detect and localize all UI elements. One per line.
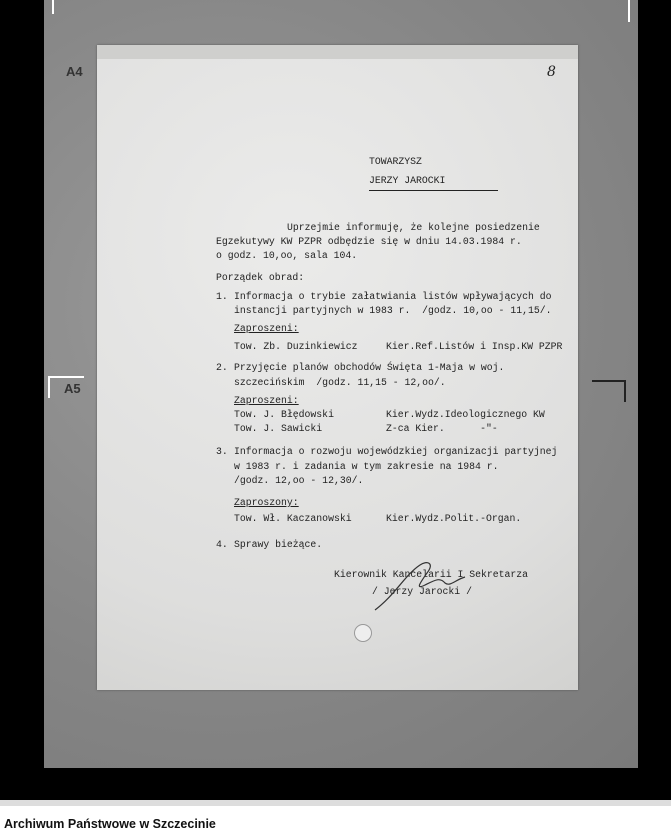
frame-mark	[592, 380, 626, 382]
intro-line: o godz. 10,oo, sala 104.	[216, 250, 358, 261]
footer	[0, 800, 671, 840]
item-number: 1.	[216, 291, 228, 302]
invited-label: Zaproszony:	[234, 497, 299, 508]
punch-hole	[354, 624, 372, 642]
frame-mark	[48, 376, 84, 378]
addressee-name: JERZY JAROCKI	[369, 175, 446, 186]
archive-name: Archiwum Państwowe w Szczecinie	[4, 817, 216, 831]
invited-name: Tow. J. Sawicki	[234, 423, 323, 434]
invited-role: Kier.Wydz.Ideologicznego KW	[386, 409, 545, 420]
invited-label: Zaproszeni:	[234, 323, 299, 334]
handwritten-signature	[365, 555, 485, 615]
item-line: Przyjęcie planów obchodów Święta 1-Maja w woj.	[234, 362, 505, 373]
signature-name: / Jerzy Jarocki /	[372, 586, 472, 597]
page-edge	[97, 45, 578, 59]
item-number: 2.	[216, 362, 228, 373]
frame-mark	[624, 380, 626, 402]
page-number: 8	[547, 64, 556, 80]
item-line: w 1983 r. i zadania w tym zakresie na 1984 r.	[234, 461, 499, 472]
a5-label: A5	[64, 381, 81, 396]
addressee-underline	[369, 190, 498, 191]
item-line: szczecińskim /godz. 11,15 - 12,oo/.	[234, 377, 446, 388]
a4-label: A4	[66, 64, 83, 79]
invited-label: Zaproszeni:	[234, 395, 299, 406]
frame-mark	[628, 0, 630, 22]
item-line: instancji partyjnych w 1983 r. /godz. 10,oo - 11,15/.	[234, 305, 552, 316]
invited-role: Kier.Wydz.Polit.-Organ.	[386, 513, 522, 524]
frame-mark	[48, 376, 50, 398]
agenda-heading: Porządek obrad:	[216, 272, 305, 283]
invited-name: Tow. Wł. Kaczanowski	[234, 513, 352, 524]
invited-name: Tow. Zb. Duzinkiewicz	[234, 341, 358, 352]
item-line: /godz. 12,oo - 12,30/.	[234, 475, 364, 486]
item-number: 3.	[216, 446, 228, 457]
intro-line: Egzekutywy KW PZPR odbędzie się w dniu 14.03.1984 r.	[216, 236, 522, 247]
intro-line: Uprzejmie informuję, że kolejne posiedzenie	[287, 222, 540, 233]
item-line: Informacja o rozwoju wojewódzkiej organizacji partyjnej	[234, 446, 558, 457]
item-line: Sprawy bieżące.	[234, 539, 323, 550]
item-line: Informacja o trybie załatwiania listów wpływających do	[234, 291, 552, 302]
item-number: 4.	[216, 539, 228, 550]
invited-role: Kier.Ref.Listów i Insp.KW PZPR	[386, 341, 563, 352]
frame-mark	[52, 0, 54, 14]
invited-name: Tow. J. Błędowski	[234, 409, 334, 420]
addressee-title: TOWARZYSZ	[369, 156, 422, 167]
invited-role: Z-ca Kier. -"-	[386, 423, 498, 434]
signature-title: Kierownik Kancelarii I Sekretarza	[334, 569, 529, 580]
